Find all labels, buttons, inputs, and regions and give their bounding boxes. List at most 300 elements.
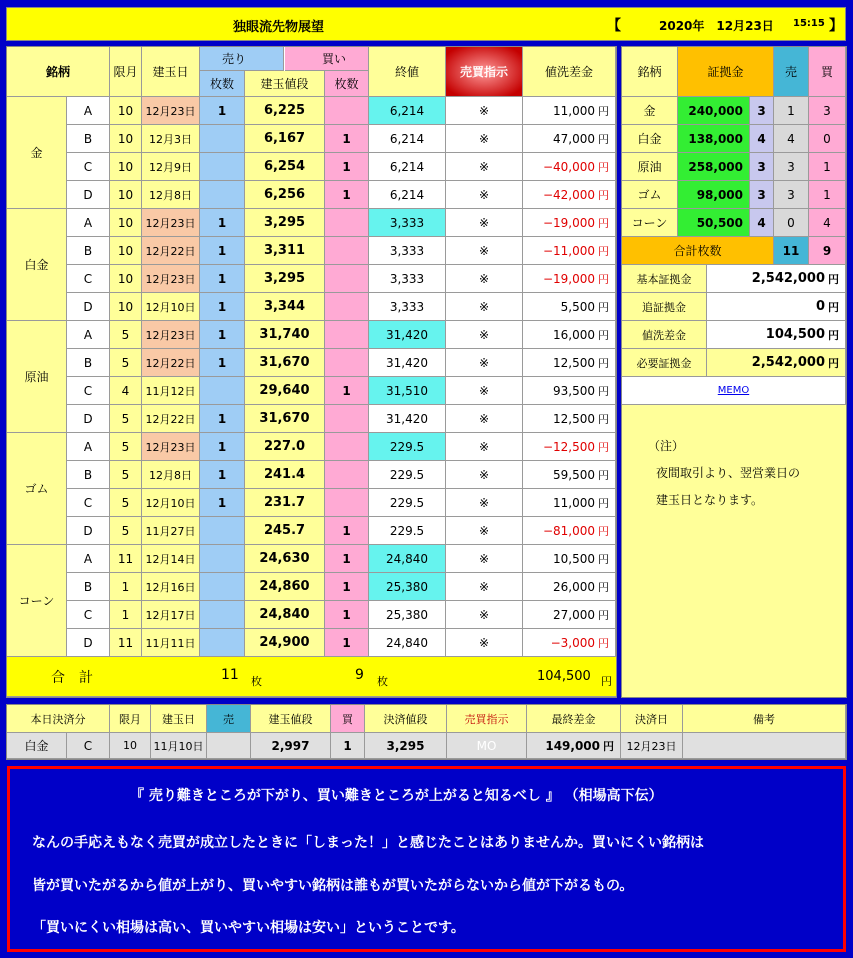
row-signal[interactable] bbox=[446, 321, 523, 349]
row-sell bbox=[200, 349, 245, 377]
memo-line-3: 建玉日となります。 bbox=[656, 493, 764, 507]
row-sell-text: 1 bbox=[217, 439, 227, 454]
settle-header-7 bbox=[447, 705, 527, 733]
row-price-text: 227.0 bbox=[263, 439, 306, 454]
row-buy bbox=[325, 629, 369, 657]
header-tategyokubi bbox=[142, 47, 200, 97]
group-name-4 bbox=[7, 545, 67, 657]
row-diff-text: 93,500 bbox=[553, 383, 595, 398]
row-code-text: D bbox=[83, 523, 93, 538]
row-code bbox=[67, 573, 110, 601]
row-buy bbox=[325, 209, 369, 237]
mp-name-text: 原油 bbox=[637, 160, 662, 174]
row-date bbox=[142, 489, 200, 517]
row-date bbox=[142, 265, 200, 293]
row-close-text: 3,333 bbox=[389, 299, 425, 314]
settle-date-text: 11月10日 bbox=[153, 739, 204, 753]
row-code bbox=[67, 153, 110, 181]
row-diff bbox=[523, 545, 616, 573]
mp-buy bbox=[809, 181, 846, 209]
row-signal-text: ※ bbox=[478, 495, 490, 510]
row-code-text: B bbox=[83, 467, 93, 482]
settle-header-9 bbox=[621, 705, 683, 733]
mp-amount-text: 138,000 bbox=[688, 131, 743, 146]
settle-header-3-text: 売 bbox=[223, 712, 234, 726]
unit-yen: 円 bbox=[598, 384, 609, 398]
row-buy bbox=[325, 125, 369, 153]
row-code bbox=[67, 545, 110, 573]
row-month-text: 5 bbox=[121, 411, 130, 426]
row-date-text: 12月23日 bbox=[145, 272, 196, 286]
row-date-text: 12月23日 bbox=[145, 328, 196, 342]
row-signal[interactable] bbox=[446, 97, 523, 125]
row-diff bbox=[523, 349, 616, 377]
row-signal-text: ※ bbox=[478, 467, 490, 482]
settle-header-4 bbox=[251, 705, 331, 733]
row-sell-text: 1 bbox=[217, 495, 227, 510]
row-sell bbox=[200, 573, 245, 601]
row-signal-text: ※ bbox=[478, 103, 490, 118]
header-nearai-sakin bbox=[523, 47, 616, 97]
unit-yen: 円 bbox=[598, 328, 609, 342]
row-price bbox=[245, 209, 325, 237]
row-price-text: 3,344 bbox=[263, 299, 306, 314]
row-price-text: 3,295 bbox=[263, 271, 306, 286]
row-close-text: 31,510 bbox=[386, 383, 428, 398]
row-close-text: 3,333 bbox=[389, 215, 425, 230]
row-signal-text: ※ bbox=[478, 187, 490, 202]
header-owarine bbox=[369, 47, 446, 97]
row-price bbox=[245, 265, 325, 293]
row-price-text: 3,311 bbox=[263, 243, 306, 258]
row-signal[interactable] bbox=[446, 601, 523, 629]
row-price bbox=[245, 629, 325, 657]
row-signal-text: ※ bbox=[478, 299, 490, 314]
group-name-0 bbox=[7, 97, 67, 209]
row-price-text: 6,167 bbox=[263, 131, 306, 146]
mp-name-text: コーン bbox=[631, 216, 668, 230]
row-signal-text: ※ bbox=[478, 579, 490, 594]
row-diff bbox=[523, 377, 616, 405]
row-signal[interactable] bbox=[446, 517, 523, 545]
row-code-text: D bbox=[83, 299, 93, 314]
row-sell bbox=[200, 293, 245, 321]
row-buy bbox=[325, 489, 369, 517]
unit-yen: 円 bbox=[598, 636, 609, 650]
row-month bbox=[110, 321, 142, 349]
settlement-table bbox=[6, 704, 847, 760]
mp-count bbox=[750, 97, 774, 125]
row-diff-text: 12,500 bbox=[553, 355, 595, 370]
row-diff bbox=[523, 237, 616, 265]
row-signal[interactable] bbox=[446, 153, 523, 181]
row-close bbox=[369, 545, 446, 573]
settle-header-1-text: 限月 bbox=[119, 712, 141, 726]
mp-header-kai-text: 買 bbox=[820, 65, 833, 79]
mp-sell-text: 1 bbox=[787, 103, 795, 118]
mp-summary-label bbox=[622, 265, 707, 293]
unit-yen: 円 bbox=[603, 739, 614, 753]
row-date-text: 12月9日 bbox=[149, 160, 192, 174]
settle-code bbox=[67, 733, 110, 759]
row-month bbox=[110, 461, 142, 489]
mp-summary-label bbox=[622, 321, 707, 349]
row-date-text: 12月22日 bbox=[145, 412, 196, 426]
row-month-text: 10 bbox=[117, 299, 134, 314]
mp-sell bbox=[774, 181, 809, 209]
row-close bbox=[369, 125, 446, 153]
row-month bbox=[110, 293, 142, 321]
row-buy-text: 1 bbox=[342, 159, 351, 174]
row-code bbox=[67, 209, 110, 237]
mp-sell bbox=[774, 125, 809, 153]
row-month bbox=[110, 489, 142, 517]
row-code bbox=[67, 629, 110, 657]
row-code bbox=[67, 125, 110, 153]
settle-buy bbox=[331, 733, 365, 759]
row-date-text: 12月23日 bbox=[145, 104, 196, 118]
unit-yen: 円 bbox=[598, 496, 609, 510]
row-price-text: 24,900 bbox=[259, 635, 310, 650]
row-diff-text: 47,000 bbox=[553, 131, 595, 146]
row-price-text: 6,254 bbox=[263, 159, 306, 174]
row-date bbox=[142, 97, 200, 125]
row-close bbox=[369, 573, 446, 601]
header-nearai-sakin-text: 値洗差金 bbox=[544, 65, 593, 79]
row-month-text: 11 bbox=[117, 551, 134, 566]
row-signal[interactable] bbox=[446, 181, 523, 209]
row-price bbox=[245, 181, 325, 209]
row-buy bbox=[325, 321, 369, 349]
row-month bbox=[110, 629, 142, 657]
mp-count bbox=[750, 153, 774, 181]
row-sell-text: 1 bbox=[217, 103, 227, 118]
settle-header-9-text: 決済日 bbox=[635, 712, 668, 726]
unit-yen: 円 bbox=[598, 524, 609, 538]
row-month bbox=[110, 433, 142, 461]
mp-total-sell-text: 11 bbox=[782, 243, 800, 258]
mp-header-uri-text: 売 bbox=[784, 65, 797, 79]
margin-panel bbox=[621, 46, 847, 698]
row-close bbox=[369, 321, 446, 349]
date-bracket-open: 【 bbox=[607, 18, 621, 34]
row-buy-text: 1 bbox=[342, 607, 351, 622]
row-diff bbox=[523, 517, 616, 545]
row-close bbox=[369, 293, 446, 321]
header-baibai-shiji bbox=[446, 47, 523, 97]
row-code-text: B bbox=[83, 579, 93, 594]
row-sell bbox=[200, 265, 245, 293]
row-month-text: 1 bbox=[121, 579, 130, 594]
row-month-text: 10 bbox=[117, 243, 134, 258]
mp-summary-value bbox=[707, 265, 846, 293]
mp-summary-value bbox=[707, 293, 846, 321]
row-price-text: 29,640 bbox=[259, 383, 310, 398]
mp-name-text: 白金 bbox=[637, 132, 662, 146]
row-close bbox=[369, 405, 446, 433]
settle-month bbox=[110, 733, 151, 759]
row-close bbox=[369, 237, 446, 265]
row-date-text: 11月11日 bbox=[145, 636, 196, 650]
memo-link[interactable] bbox=[622, 377, 846, 405]
row-diff bbox=[523, 629, 616, 657]
row-price-text: 31,740 bbox=[259, 327, 310, 342]
mp-name bbox=[622, 125, 678, 153]
totals-buy-unit: 枚 bbox=[377, 675, 388, 688]
row-signal[interactable] bbox=[446, 293, 523, 321]
row-month-text: 5 bbox=[121, 467, 130, 482]
row-signal[interactable] bbox=[446, 349, 523, 377]
row-code-text: A bbox=[83, 103, 93, 118]
row-month bbox=[110, 517, 142, 545]
row-signal[interactable] bbox=[446, 237, 523, 265]
unit-yen: 円 bbox=[598, 272, 609, 286]
row-signal[interactable] bbox=[446, 125, 523, 153]
mp-count bbox=[750, 125, 774, 153]
mp-buy-text: 1 bbox=[823, 159, 831, 174]
row-buy bbox=[325, 265, 369, 293]
totals-sell-unit: 枚 bbox=[251, 675, 262, 688]
row-price-text: 24,630 bbox=[259, 551, 310, 566]
row-month-text: 10 bbox=[117, 131, 134, 146]
mp-summary-value-text: 2,542,000 bbox=[751, 355, 825, 370]
row-price bbox=[245, 377, 325, 405]
row-buy bbox=[325, 517, 369, 545]
row-close bbox=[369, 433, 446, 461]
row-date-text: 12月16日 bbox=[145, 580, 196, 594]
row-buy bbox=[325, 433, 369, 461]
row-signal[interactable] bbox=[446, 377, 523, 405]
row-price bbox=[245, 293, 325, 321]
row-signal[interactable] bbox=[446, 629, 523, 657]
row-diff-text: −19,000 bbox=[542, 271, 595, 286]
settle-header-2 bbox=[151, 705, 207, 733]
row-month bbox=[110, 153, 142, 181]
totals-row bbox=[7, 657, 616, 697]
row-code bbox=[67, 97, 110, 125]
mp-amount-text: 240,000 bbox=[688, 103, 743, 118]
row-signal[interactable] bbox=[446, 545, 523, 573]
row-signal[interactable] bbox=[446, 461, 523, 489]
row-date-text: 12月22日 bbox=[145, 244, 196, 258]
row-code bbox=[67, 321, 110, 349]
row-buy bbox=[325, 573, 369, 601]
row-signal[interactable] bbox=[446, 433, 523, 461]
row-month-text: 5 bbox=[121, 439, 130, 454]
header-kai bbox=[285, 47, 369, 71]
row-date-text: 12月22日 bbox=[145, 356, 196, 370]
unit-yen: 円 bbox=[598, 244, 609, 258]
row-diff-text: −40,000 bbox=[542, 159, 595, 174]
row-date bbox=[142, 433, 200, 461]
row-signal[interactable] bbox=[446, 265, 523, 293]
row-price bbox=[245, 489, 325, 517]
header-uri bbox=[200, 47, 284, 71]
row-diff-text: −19,000 bbox=[542, 215, 595, 230]
header-tategyoku-nedan-text: 建玉値段 bbox=[260, 77, 309, 91]
row-code bbox=[67, 517, 110, 545]
mp-header-meigara-text: 銘柄 bbox=[637, 65, 662, 79]
mp-buy-text: 1 bbox=[823, 187, 831, 202]
settle-header-8 bbox=[527, 705, 621, 733]
row-diff-text: −11,000 bbox=[542, 243, 595, 258]
header-time: 15:15 bbox=[793, 18, 825, 29]
settle-price-2-text: 3,295 bbox=[386, 738, 425, 753]
row-diff-text: 5,500 bbox=[560, 299, 595, 314]
group-name-1 bbox=[7, 209, 67, 321]
settle-final-diff bbox=[527, 733, 621, 759]
row-buy bbox=[325, 349, 369, 377]
row-price-text: 31,670 bbox=[259, 411, 310, 426]
row-close-text: 6,214 bbox=[389, 159, 425, 174]
row-sell bbox=[200, 237, 245, 265]
row-diff-text: −12,500 bbox=[542, 439, 595, 454]
row-month-text: 5 bbox=[121, 327, 130, 342]
row-sell-text: 1 bbox=[217, 327, 227, 342]
mp-amount bbox=[678, 153, 750, 181]
row-sell bbox=[200, 209, 245, 237]
row-close-text: 6,214 bbox=[389, 187, 425, 202]
totals-diff: 104,500 bbox=[537, 669, 591, 684]
row-date bbox=[142, 517, 200, 545]
row-month-text: 5 bbox=[121, 523, 130, 538]
row-price bbox=[245, 97, 325, 125]
row-sell bbox=[200, 629, 245, 657]
row-diff bbox=[523, 461, 616, 489]
row-month bbox=[110, 349, 142, 377]
row-sell bbox=[200, 321, 245, 349]
settle-header-5 bbox=[331, 705, 365, 733]
row-signal[interactable] bbox=[446, 209, 523, 237]
row-price-text: 6,225 bbox=[263, 103, 306, 118]
positions-table bbox=[6, 46, 617, 698]
row-code-text: D bbox=[83, 411, 93, 426]
row-price bbox=[245, 125, 325, 153]
row-sell-text: 1 bbox=[217, 215, 227, 230]
header-meigara-text: 銘柄 bbox=[45, 65, 70, 79]
unit-yen: 円 bbox=[598, 608, 609, 622]
row-sell bbox=[200, 517, 245, 545]
row-close bbox=[369, 517, 446, 545]
row-signal-text: ※ bbox=[478, 411, 490, 426]
header-sell-maisu bbox=[200, 71, 245, 97]
settle-price bbox=[251, 733, 331, 759]
row-signal-text: ※ bbox=[478, 131, 490, 146]
mp-total-buy-text: 9 bbox=[822, 243, 832, 258]
row-close-text: 229.5 bbox=[389, 439, 425, 454]
settle-signal[interactable] bbox=[447, 733, 527, 759]
row-date bbox=[142, 545, 200, 573]
row-code-text: D bbox=[83, 187, 93, 202]
settle-month-text: 10 bbox=[123, 739, 137, 752]
row-price bbox=[245, 405, 325, 433]
row-signal[interactable] bbox=[446, 405, 523, 433]
row-buy bbox=[325, 377, 369, 405]
row-diff bbox=[523, 293, 616, 321]
unit-yen: 円 bbox=[598, 160, 609, 174]
row-diff-text: 16,000 bbox=[553, 327, 595, 342]
row-price bbox=[245, 321, 325, 349]
unit-yen: 円 bbox=[598, 468, 609, 482]
row-diff bbox=[523, 433, 616, 461]
mp-buy-text: 0 bbox=[823, 131, 831, 146]
memo-line-2: 夜間取引より、翌営業日の bbox=[656, 466, 801, 480]
row-month-text: 4 bbox=[121, 383, 130, 398]
mp-count-text: 3 bbox=[757, 159, 766, 174]
header-buy-maisu bbox=[325, 71, 369, 97]
row-date bbox=[142, 573, 200, 601]
row-date bbox=[142, 405, 200, 433]
row-code-text: B bbox=[83, 131, 93, 146]
row-buy-text: 1 bbox=[342, 635, 351, 650]
header-uri-text: 売り bbox=[222, 52, 247, 66]
mp-buy-text: 3 bbox=[823, 103, 831, 118]
row-diff bbox=[523, 209, 616, 237]
row-date-text: 12月3日 bbox=[149, 132, 192, 146]
row-close bbox=[369, 601, 446, 629]
row-diff bbox=[523, 601, 616, 629]
row-code-text: D bbox=[83, 635, 93, 650]
row-price-text: 24,860 bbox=[259, 579, 310, 594]
row-close-text: 31,420 bbox=[386, 327, 428, 342]
row-date bbox=[142, 153, 200, 181]
row-code-text: A bbox=[83, 215, 93, 230]
group-name-3-text: ゴム bbox=[24, 482, 49, 496]
mp-header-shokokin-text: 証拠金 bbox=[707, 65, 744, 79]
mp-total-label bbox=[622, 237, 774, 265]
row-date-text: 11月27日 bbox=[145, 524, 196, 538]
mp-name bbox=[622, 181, 678, 209]
mp-sell bbox=[774, 209, 809, 237]
row-date-text: 12月23日 bbox=[145, 440, 196, 454]
row-month-text: 10 bbox=[117, 215, 134, 230]
row-price bbox=[245, 433, 325, 461]
row-sell bbox=[200, 489, 245, 517]
header-kai-text: 買い bbox=[321, 52, 346, 66]
row-date bbox=[142, 181, 200, 209]
mp-sell-text: 4 bbox=[787, 131, 795, 146]
row-date bbox=[142, 601, 200, 629]
row-month bbox=[110, 573, 142, 601]
row-price-text: 24,840 bbox=[259, 607, 310, 622]
mp-name-text: 金 bbox=[643, 104, 656, 118]
row-signal[interactable] bbox=[446, 573, 523, 601]
header-tategyoku-nedan bbox=[245, 71, 325, 97]
row-code-text: B bbox=[83, 243, 93, 258]
row-price-text: 245.7 bbox=[263, 523, 306, 538]
unit-yen: 円 bbox=[598, 412, 609, 426]
row-close bbox=[369, 97, 446, 125]
settle-header-1 bbox=[110, 705, 151, 733]
row-month bbox=[110, 181, 142, 209]
row-sell bbox=[200, 405, 245, 433]
row-code bbox=[67, 405, 110, 433]
row-price bbox=[245, 349, 325, 377]
row-sell-text: 1 bbox=[217, 355, 227, 370]
mp-buy bbox=[809, 125, 846, 153]
row-code bbox=[67, 349, 110, 377]
totals-buy: 9 bbox=[355, 667, 364, 683]
mp-buy bbox=[809, 97, 846, 125]
row-month-text: 5 bbox=[121, 495, 130, 510]
row-price bbox=[245, 517, 325, 545]
header-gengetsu-text: 限月 bbox=[113, 65, 138, 79]
row-close bbox=[369, 349, 446, 377]
row-diff bbox=[523, 405, 616, 433]
row-signal[interactable] bbox=[446, 489, 523, 517]
settle-date-2-text: 12月23日 bbox=[626, 739, 677, 753]
mp-count-text: 4 bbox=[757, 131, 766, 146]
